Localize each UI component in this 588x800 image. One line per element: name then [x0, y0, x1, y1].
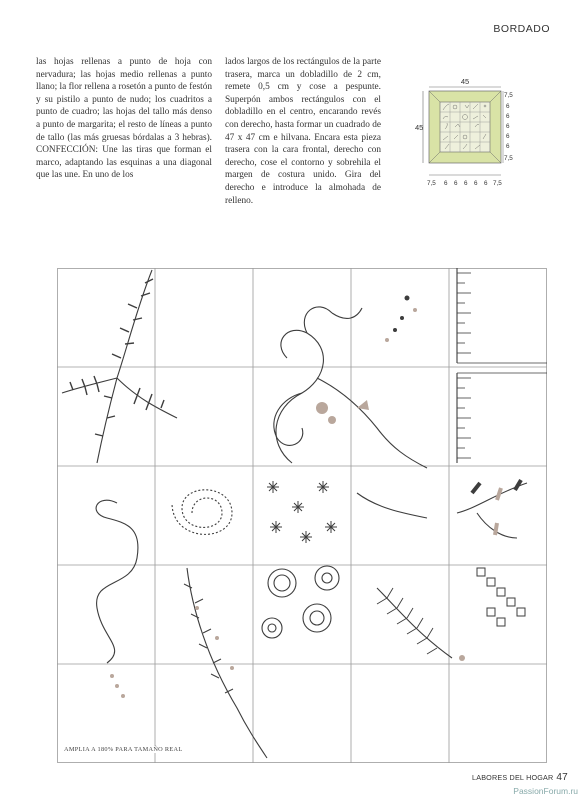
embroidery-pattern-svg: [57, 268, 547, 763]
cushion-diagram-svg: [413, 75, 517, 191]
dim-bottom-1: 7,5: [427, 180, 436, 187]
section-title: BORDADO: [493, 23, 550, 35]
embroidery-pattern: [57, 268, 547, 763]
dim-right-1: 7,5: [504, 92, 513, 99]
watermark: PassionForum.ru: [513, 786, 578, 796]
dim-right-3: 6: [506, 113, 510, 120]
body-text-column-1: las hojas rellenas a punto de hoja con nervadura; las hojas medio rellenas a punto llano; la flor rellena a rosetón a punto de festón y su pistilo a punto de nudo; los cuadritos a punto de cuadro; las hojas del tallo más denso a punto de margarita; el resto de líneas a punto de tallo (las más gruesas bórdalas a 3 hebras). CONFECCIÓN: Une las tiras que forman el marco, adaptando las esquinas a una diagonal que las une. En uno de los: [36, 57, 212, 181]
magazine-name: LABORES DEL HOGAR: [472, 773, 554, 782]
dim-bottom-7: 7,5: [493, 180, 502, 187]
dim-bottom-4: 6: [464, 180, 468, 187]
cushion-diagram: [413, 75, 517, 191]
dim-bottom-6: 6: [484, 180, 488, 187]
enlarge-note: AMPLIA A 180% PARA TAMAÑO REAL: [64, 746, 183, 753]
dim-right-7: 7,5: [504, 155, 513, 162]
dim-right-6: 6: [506, 143, 510, 150]
pattern-grid: [57, 268, 547, 763]
branch-stem: [97, 270, 152, 463]
dim-left: 45: [415, 123, 424, 132]
dim-right-4: 6: [506, 123, 510, 130]
dim-right-2: 6: [506, 103, 510, 110]
dim-bottom-2: 6: [444, 180, 448, 187]
dim-top: 45: [460, 77, 470, 86]
page-number: 47: [556, 772, 568, 783]
dim-bottom-3: 6: [454, 180, 458, 187]
dim-right-5: 6: [506, 133, 510, 140]
page-footer: [472, 772, 568, 783]
body-text-column-2: lados largos de los rectángulos de la parte trasera, marca un dobladillo de 2 cm, remete 0,5 cm y cose a pespunte. Superpón ambos rectángulos con el dobladillo en el centro, encarando revés con derecho, hasta formar un cuadrado de 47 x 47 cm e hilvana. Encara esta pieza trasera con la cara frontal, derecho con derecho, cose el contorno y sobrehila el margen de costura unido. Gira del derecho e introduce la almohada de relleno.: [225, 57, 381, 206]
dim-bottom-5: 6: [474, 180, 478, 187]
